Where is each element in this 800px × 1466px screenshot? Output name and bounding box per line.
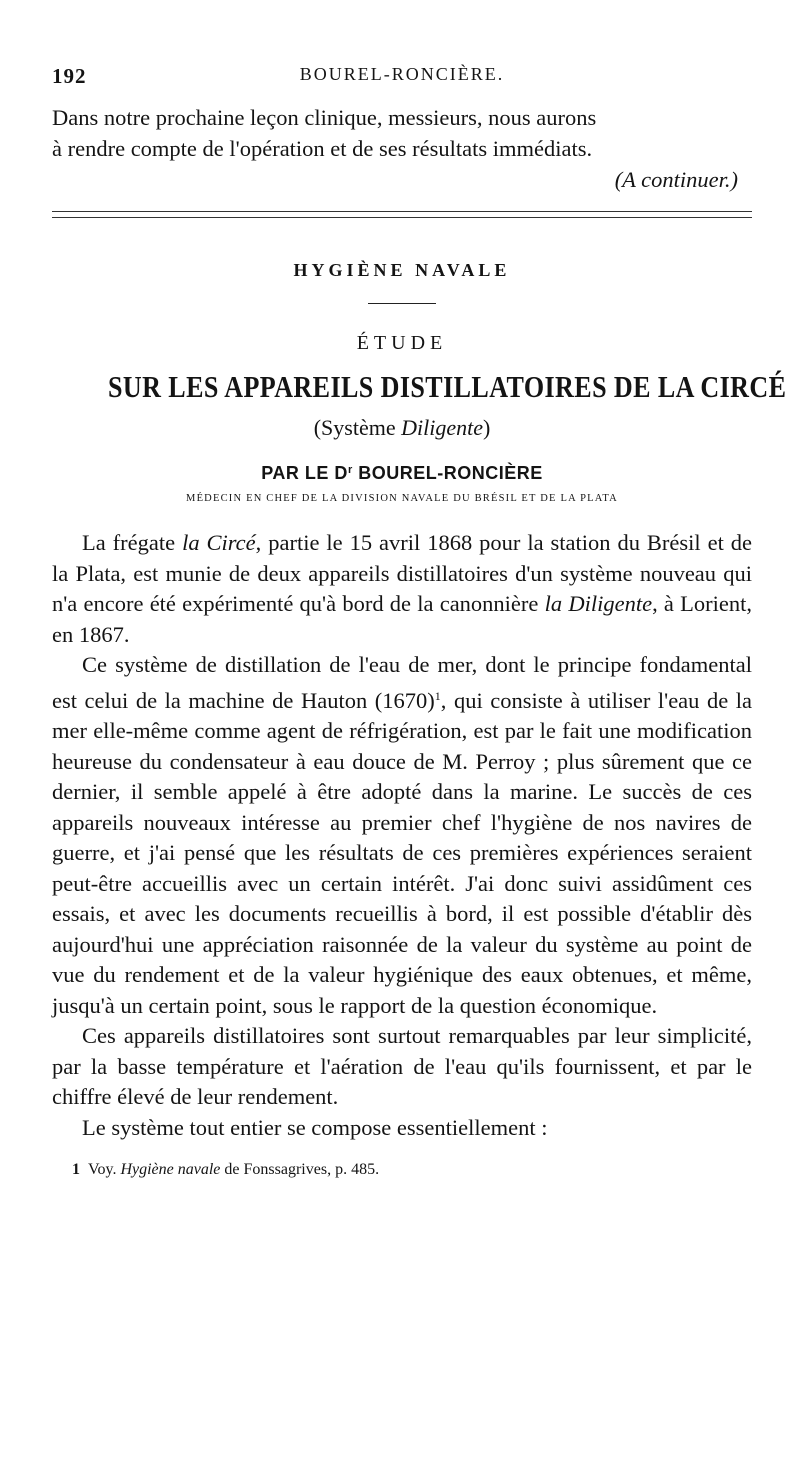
intro-line-2: à rendre compte de l'opération et de ses résultats immédiats.	[52, 136, 593, 161]
subtitle-prefix: (Système	[313, 415, 402, 440]
p1-gunboat-name: la Diligente	[544, 591, 653, 616]
author-name: BOUREL-RONCIÈRE	[352, 463, 543, 483]
continued-note: (A continuer.)	[614, 167, 738, 192]
document-page	[52, 60, 787, 1179]
article-body	[52, 528, 752, 1143]
p2-text-a: Ce système de distillation de l'eau de mer, dont le principe fondamental est celui de la machine de Hauton (1670)	[52, 652, 752, 713]
article-subtitle	[52, 415, 752, 441]
paragraph-4: Le système tout entier se compose essentiellement :	[82, 1114, 548, 1140]
page-number: 192	[52, 64, 87, 88]
p1-ship-name: la Circé	[182, 530, 256, 555]
footnote-ref: 1	[434, 688, 441, 703]
paragraph-3: Ces appareils distillatoires sont surtout remarquables par leur simplicité, par la basse température et l'aération de l'eau qu'ils fournissent, et par le chiffre élevé de leur rendement.	[52, 1023, 752, 1109]
page-header	[52, 60, 752, 90]
running-head: BOUREL-RONCIÈRE.	[299, 64, 505, 84]
article-title: SUR LES APPAREILS DISTILLATOIRES DE LA CIRCÉ	[108, 369, 787, 404]
article-kicker: ÉTUDE	[356, 332, 448, 354]
paragraph-2	[52, 650, 752, 1021]
footnote	[52, 1161, 752, 1179]
byline-prefix: PAR LE D	[261, 463, 348, 483]
footnote-book-title: Hygiène navale	[120, 1161, 221, 1178]
footnote-suffix: de Fonssagrives, p. 485.	[220, 1161, 380, 1178]
section-heading: HYGIÈNE NAVALE	[293, 260, 511, 280]
p1-text-c: , partie le 15 avril 1868 pour la station du Brésil et de la Plata, est munie de deux appareils distillatoires d'un système nouveau qui n'a encore été expérimenté qu'à bord de la canonnière	[52, 530, 752, 616]
subtitle-suffix: )	[482, 415, 491, 440]
author-affiliation: MÉDECIN EN CHEF DE LA DIVISION NAVALE DU BRÉSIL ET DE LA PLATA	[186, 493, 618, 504]
footnote-prefix: Voy.	[88, 1161, 121, 1178]
section-divider	[52, 211, 752, 218]
heading-rule	[368, 303, 436, 304]
p1-text-a: La frégate	[82, 530, 183, 555]
intro-line-1: Dans notre prochaine leçon clinique, messieurs, nous aurons	[52, 105, 597, 130]
p1-text-e: , à Lorient, en 1867.	[52, 591, 752, 647]
p2-text-b: , qui consiste à utiliser l'eau de la mer elle-même comme agent de réfrigération, est par le fait une modification heureuse du condensateur à eau douce de M. Perroy ; plus sûrement que ce dernier, il semble appelé à être adopté dans la marine. Le succès de ces appareils nouveaux intéresse au premier chef l'hygiène de nos navires de guerre, et j'ai pensé que les résultats de ces premières expériences seraient peut-être accueillis avec un certain intérêt. J'ai donc suivi assidûment ces essais, et avec les documents recueillis à bord, il est possible d'établir dès aujourd'hui une appréciation raisonnée de la valeur du système au point de vue du rendement et de la valeur hygiénique des eaux obtenues, et même, jusqu'à un certain point, sous le rapport de la question économique.	[52, 687, 752, 1018]
subtitle-italic: Diligente	[401, 415, 483, 440]
byline-superscript: r	[347, 464, 353, 476]
previous-article-ending	[52, 102, 752, 195]
footnote-marker: 1	[72, 1161, 80, 1178]
paragraph-1	[52, 528, 752, 650]
author-byline	[52, 463, 752, 484]
